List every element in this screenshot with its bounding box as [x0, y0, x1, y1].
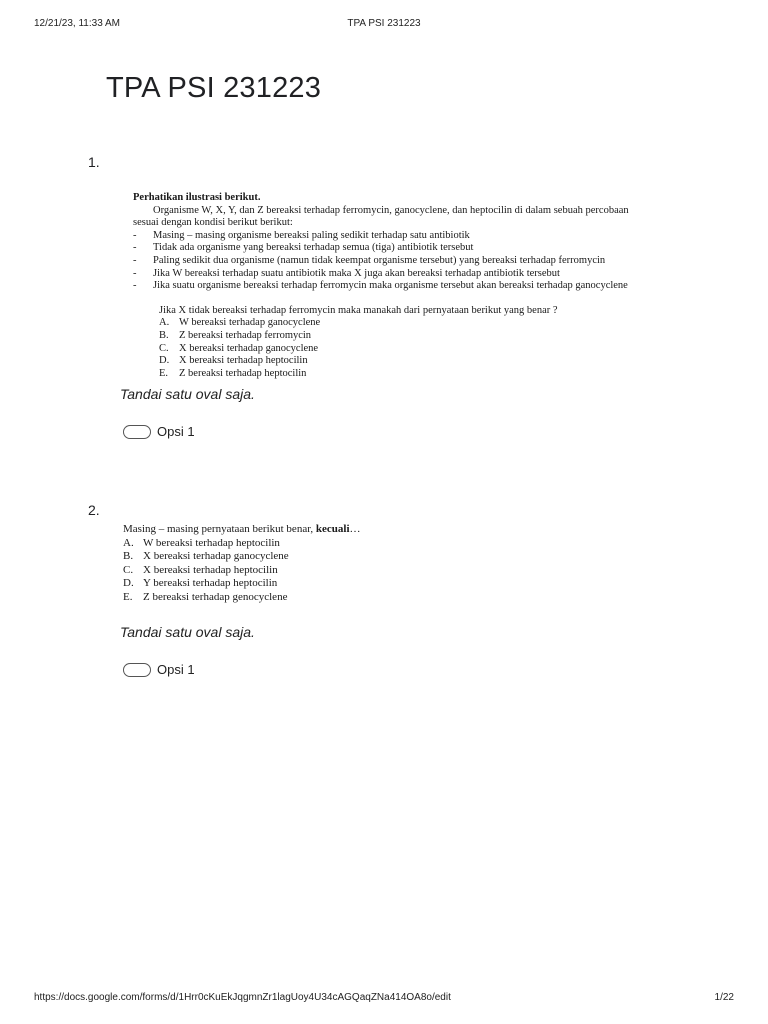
print-datetime: 12/21/23, 11:33 AM [34, 18, 120, 29]
q1-option: B. Z bereaksi terhadap ferromycin [159, 329, 312, 341]
question-2-number: 2. [88, 502, 100, 518]
q1-intro-2: sesuai dengan kondisi berikut berikut: [133, 217, 293, 229]
q1-bullet: - Tidak ada organisme yang bereaksi terhadap semua (tiga) antibiotik tersebut [133, 242, 474, 254]
radio-oval-icon[interactable] [123, 663, 151, 677]
q1-bullet: - Jika W bereaksi terhadap suatu antibiotik maka X juga akan bereaksi terhadap antibiotik tersebut [133, 267, 560, 279]
print-footer [34, 992, 734, 1006]
option-label[interactable]: Opsi 1 [157, 662, 195, 677]
question-1-option-1[interactable] [123, 424, 195, 439]
q2-option: B. X bereaksi terhadap ganocyclene [123, 550, 289, 563]
radio-oval-icon[interactable] [123, 425, 151, 439]
q1-stem: Jika X tidak bereaksi terhadap ferromycin maka manakah dari pernyataan berikut yang benar ? [159, 304, 558, 316]
q1-option: A. W bereaksi terhadap ganocyclene [159, 317, 321, 329]
question-2-hint: Tandai satu oval saja. [120, 624, 255, 640]
question-1-number: 1. [88, 154, 100, 170]
q1-option: D. X bereaksi terhadap heptocilin [159, 355, 308, 367]
q1-bullet: - Paling sedikit dua organisme (namun tidak keempat organisme tersebut) yang bereaksi terhadap ferromycin [133, 254, 606, 266]
q2-option: E. Z bereaksi terhadap genocyclene [123, 590, 288, 603]
q1-heading: Perhatikan ilustrasi berikut. [133, 192, 261, 203]
question-2-option-1[interactable] [123, 662, 195, 677]
q1-option-list [133, 317, 713, 380]
q1-bullet: - Masing – masing organisme bereaksi paling sedikit terhadap satu antibiotik [133, 229, 470, 241]
q1-option: E. Z bereaksi terhadap heptocilin [159, 367, 307, 379]
q2-stem: Masing – masing pernyataan berikut benar, kecuali… [123, 523, 361, 535]
print-doc-title: TPA PSI 231223 [347, 18, 421, 29]
print-header [34, 18, 734, 32]
q1-option: C. X bereaksi terhadap ganocyclene [159, 342, 319, 354]
question-2-image [123, 523, 423, 605]
question-1-hint: Tandai satu oval saja. [120, 386, 255, 402]
print-url: https://docs.google.com/forms/d/1Hrr0cKuEkJqgmnZr1lagUoy4U34cAGQaqZNa414OA8o/edit [34, 992, 451, 1003]
print-page-number: 1/22 [714, 992, 734, 1003]
q1-intro-1: Organisme W, X, Y, dan Z bereaksi terhadap ferromycin, ganocyclene, dan heptocilin di dalam sebuah percobaan [153, 204, 629, 216]
q2-option: C. X bereaksi terhadap heptocilin [123, 563, 278, 576]
option-label[interactable]: Opsi 1 [157, 424, 195, 439]
form-title: TPA PSI 231223 [106, 72, 322, 104]
q1-bullet: - Jika suatu organisme bereaksi terhadap ferromycin maka organisme tersebut akan bereaksi terhadap ganocyclene [133, 280, 628, 292]
q2-option: D. Y bereaksi terhadap heptocilin [123, 577, 278, 590]
question-1-image [133, 192, 713, 384]
q2-option: A. W bereaksi terhadap heptocilin [123, 536, 280, 549]
